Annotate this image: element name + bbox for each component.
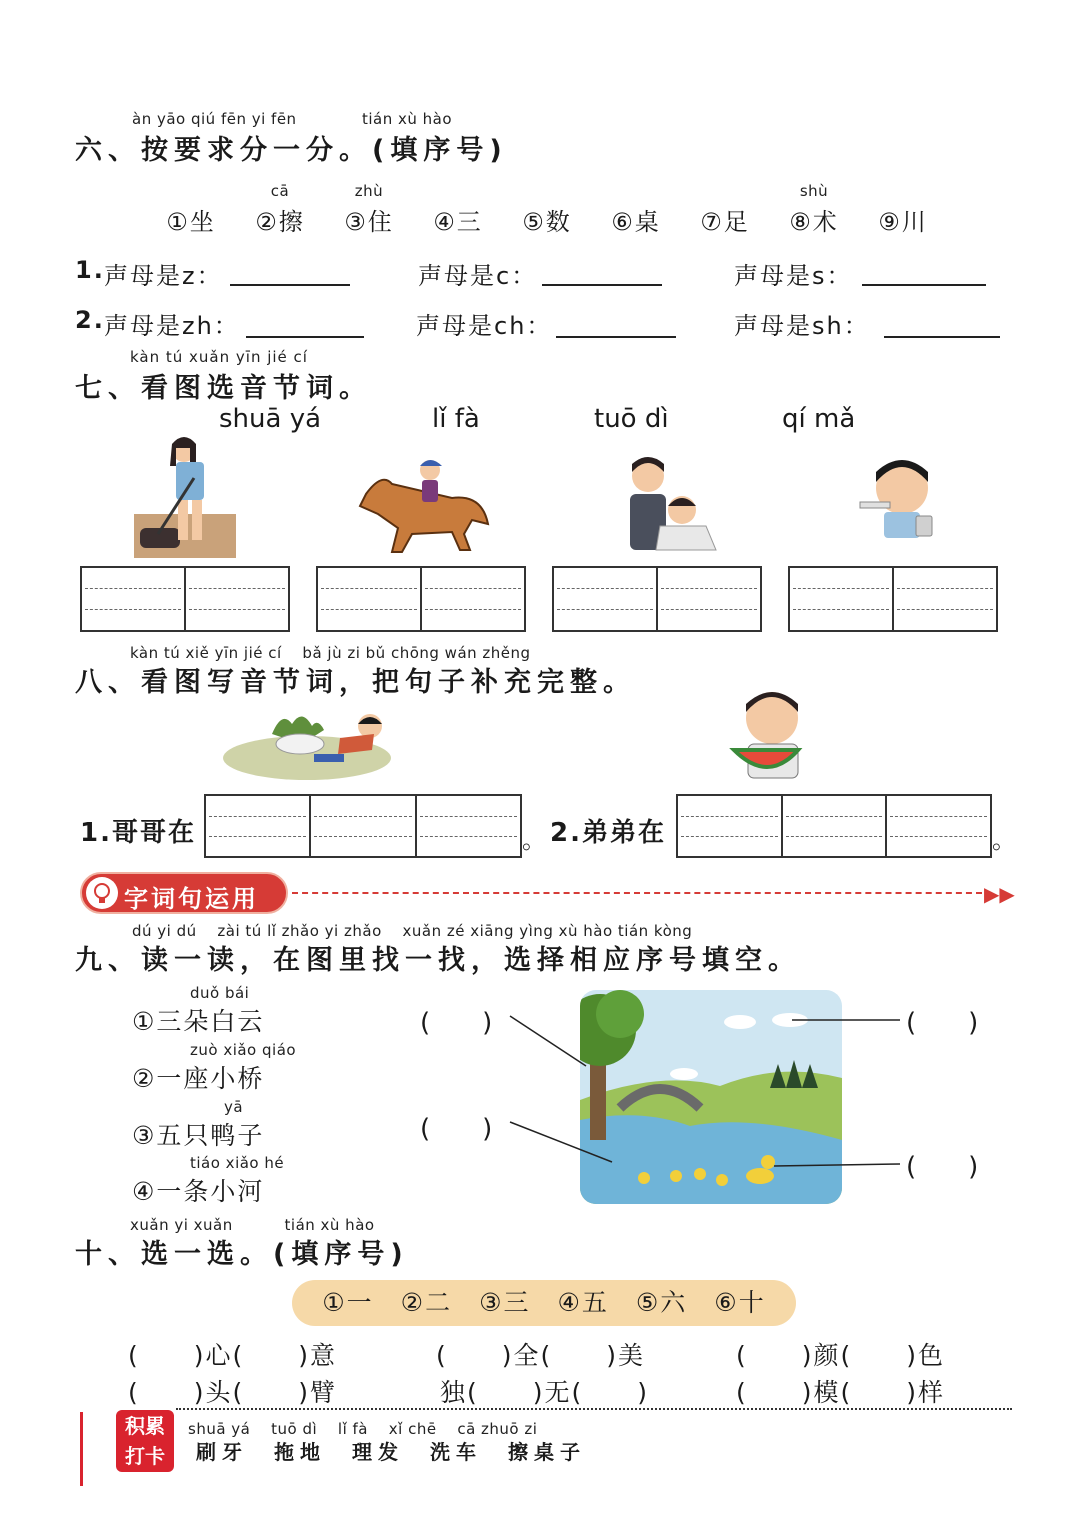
s9-blank-ducks[interactable]: ( ) xyxy=(906,1152,979,1182)
s9-item4-pinyin: tiáo xiǎo hé xyxy=(190,1154,285,1172)
s9-item3-text: ③五只鸭子 xyxy=(132,1121,265,1150)
lightbulb-icon xyxy=(86,877,118,909)
section-banner xyxy=(80,872,288,914)
s6-row1-blank-z[interactable] xyxy=(230,258,350,286)
s9-title: 九、读一读，在图里找一找，选择相应序号填空。 xyxy=(75,945,801,976)
s6-row2-blank-zh[interactable] xyxy=(246,310,364,338)
s9-blank-clouds[interactable]: ( ) xyxy=(906,1008,979,1038)
s8-sentence-1-label: 1.哥哥在 xyxy=(80,818,196,848)
s6-char: zhù ③住 xyxy=(344,182,394,236)
s6-char: ④三 xyxy=(433,208,483,236)
s9-item2-pinyin: zuò xiǎo qiáo xyxy=(190,1041,297,1059)
s8-title: 八、看图写音节词，把句子补充完整。 xyxy=(75,667,636,698)
footer-pinyin: shuā yá tuō dì lǐ fà xǐ chē cā zhuō zi xyxy=(188,1420,538,1438)
s10-row1-group3[interactable]: ( )颜( )色 xyxy=(736,1341,946,1370)
girl-mopping-picture xyxy=(132,432,238,560)
s9-item1-text: ①三朵白云 xyxy=(132,1007,265,1036)
s6-row1-blank-c[interactable] xyxy=(542,258,662,286)
s9-blank-river[interactable]: ( ) xyxy=(420,1114,493,1144)
s6-char: ⑥桌 xyxy=(611,208,661,236)
s7-option-3: tuō dì xyxy=(594,404,669,434)
s7-option-1: shuā yá xyxy=(219,404,322,434)
s6-row1-num: 1. xyxy=(75,256,105,284)
s9-item2-text: ②一座小桥 xyxy=(132,1064,265,1093)
footer-badge: 积累打卡 xyxy=(116,1410,174,1472)
s10-options-box xyxy=(292,1280,796,1326)
footer-words: 刷牙 拖地 理发 洗车 擦桌子 xyxy=(196,1440,586,1464)
s6-row1-label-s: 声母是s： xyxy=(734,262,853,290)
s6-pinyin-right: tián xù hào xyxy=(362,110,453,128)
s8-sentence-2-label: 2.弟弟在 xyxy=(550,818,666,848)
s6-row2-label-sh: 声母是sh： xyxy=(734,312,870,340)
s6-pinyin-left: àn yāo qiú fēn yi fēn xyxy=(132,110,297,128)
banner-dashed-line xyxy=(292,892,982,894)
s7-answer-grid-4[interactable] xyxy=(788,566,998,632)
s6-char: ①坐 xyxy=(166,208,216,236)
s10-pinyin: xuǎn yi xuǎn tián xù hào xyxy=(130,1216,375,1234)
s6-char: shù ⑧术 xyxy=(789,182,839,236)
footer-red-bar xyxy=(80,1412,83,1486)
s10-title: 十、选一选。(填序号) xyxy=(75,1239,409,1270)
double-arrow-icon: ▶▶ xyxy=(984,882,1015,906)
s7-answer-grid-3[interactable] xyxy=(552,566,762,632)
park-scene-picture xyxy=(580,990,842,1204)
s6-char: ⑦足 xyxy=(700,208,750,236)
s9-pinyin: dú yi dú zài tú lǐ zhǎo yi zhǎo xuǎn zé xiāng yìng xù hào tián kòng xyxy=(132,922,693,940)
s6-title: 六、按要求分一分。(填序号) xyxy=(75,135,508,166)
s6-row1-label-c: 声母是c： xyxy=(418,262,538,290)
s10-row1-group2[interactable]: ( )全( )美 xyxy=(436,1341,646,1370)
girl-riding-horse-picture xyxy=(352,454,494,554)
s10-row1-group1[interactable]: ( )心( )意 xyxy=(128,1341,338,1370)
footer-dotted-line xyxy=(176,1408,1012,1410)
s7-title: 七、看图选音节词。 xyxy=(75,373,372,404)
banner-label: 字词句运用 xyxy=(124,885,259,913)
s10-row2-group1[interactable]: ( )头( )臂 xyxy=(128,1378,338,1407)
s6-char-row xyxy=(152,182,942,237)
s7-answer-grid-2[interactable] xyxy=(316,566,526,632)
boy-brushing-teeth-picture xyxy=(854,448,940,540)
boy-eating-watermelon-picture xyxy=(728,684,818,780)
s9-item3-pinyin: yā xyxy=(224,1098,244,1116)
s8-answer-grid-2[interactable] xyxy=(676,794,992,858)
s10-row2-group2[interactable]: 独( )无( ) xyxy=(440,1378,650,1407)
s10-row2-group3[interactable]: ( )模( )样 xyxy=(736,1378,946,1407)
s6-row2-label-zh: 声母是zh： xyxy=(104,312,240,340)
s10-options: ①一 ②二 ③三 ④五 ⑤六 ⑥十 xyxy=(322,1288,766,1317)
s7-pinyin: kàn tú xuǎn yīn jié cí xyxy=(130,348,308,366)
s9-blank-tree[interactable]: ( ) xyxy=(420,1008,493,1038)
boy-pulling-radish-picture xyxy=(222,704,392,780)
s6-char: ⑤数 xyxy=(522,208,572,236)
s6-row2-label-ch: 声母是ch： xyxy=(416,312,553,340)
s9-item4-text: ④一条小河 xyxy=(132,1177,265,1206)
s6-row2-blank-sh[interactable] xyxy=(884,310,1000,338)
s6-char: ⑨川 xyxy=(878,208,928,236)
s8-period-1: 。 xyxy=(522,826,548,854)
s8-answer-grid-1[interactable] xyxy=(204,794,522,858)
s6-char: cā ②擦 xyxy=(255,182,305,236)
s8-pinyin: kàn tú xiě yīn jié cí bǎ jù zi bǔ chōng wán zhěng xyxy=(130,644,531,662)
s7-option-2: lǐ fà xyxy=(432,404,480,434)
s9-item1-pinyin: duǒ bái xyxy=(190,984,250,1002)
s7-option-4: qí mǎ xyxy=(782,404,856,434)
s7-answer-grid-1[interactable] xyxy=(80,566,290,632)
s6-row2-num: 2. xyxy=(75,306,105,334)
s6-row1-label-z: 声母是z： xyxy=(104,262,223,290)
s6-row1-blank-s[interactable] xyxy=(862,258,986,286)
man-cutting-hair-picture xyxy=(620,450,724,554)
s8-period-2: 。 xyxy=(992,826,1018,854)
s6-row2-blank-ch[interactable] xyxy=(556,310,676,338)
